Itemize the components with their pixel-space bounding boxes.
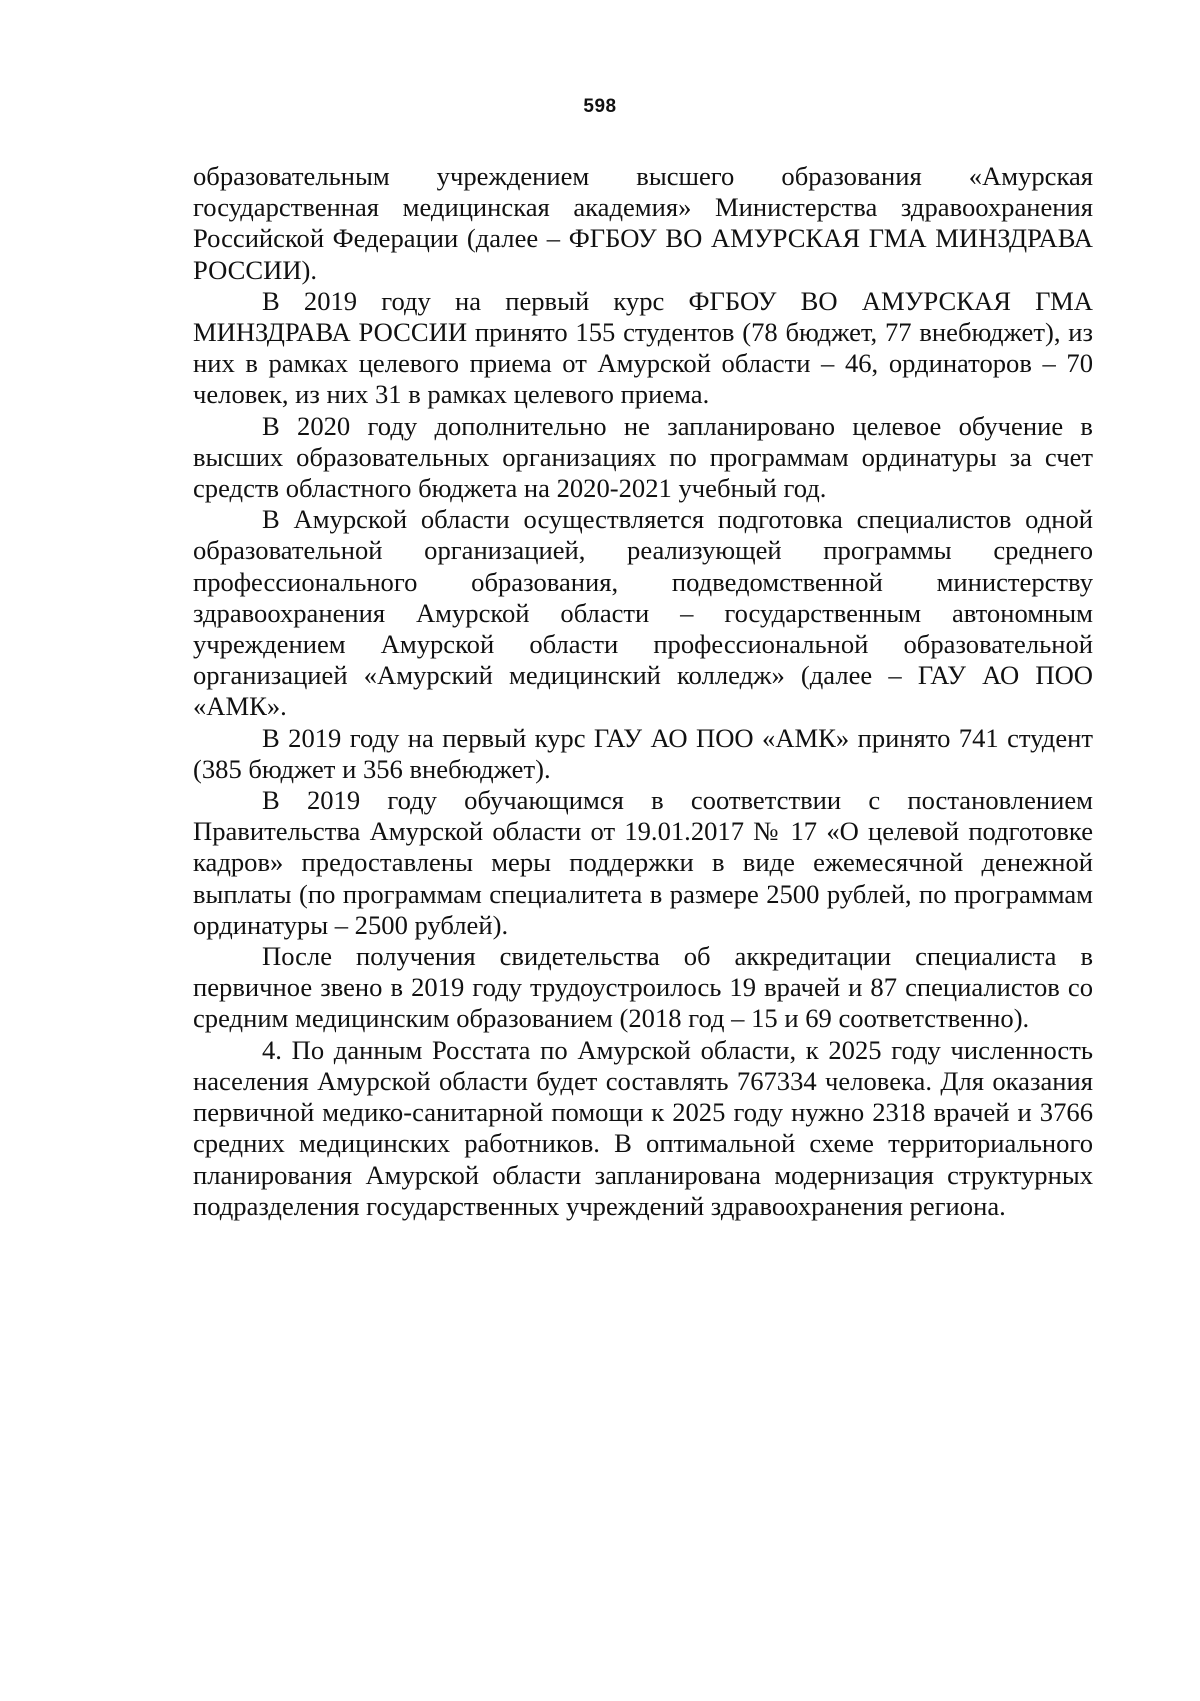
paragraph-support-measures: В 2019 году обучающимся в соответствии с постановлением Правительства Амурской области от 19.01.2017 № 17 «О целевой подготовке кадров» предоставлены меры поддержки в виде ежемесячной денежной выплаты (по программам специалитета в размере 2500 рублей, по программам ординатуры – 2500 рублей). bbox=[193, 785, 1093, 940]
page-number: 598 bbox=[583, 96, 617, 117]
paragraph-amur-gma-admission: В 2019 году на первый курс ФГБОУ ВО АМУРСКАЯ ГМА МИНЗДРАВА РОССИИ принято 155 студентов (78 бюджет, 77 внебюджет), из них в рамках целевого приема от Амурской области – 46, ординаторов – 70 человек, из них 31 в рамках целевого приема. bbox=[193, 285, 1093, 410]
paragraph-amk-admission: В 2019 году на первый курс ГАУ АО ПОО «АМК» принято 741 студент (385 бюджет и 356 внебюджет). bbox=[193, 722, 1093, 784]
document-body bbox=[193, 161, 1093, 1222]
paragraph-medical-college: В Амурской области осуществляется подготовка специалистов одной образовательной организацией, реализующей программы среднего профессионального образования, подведомственной министерству здравоохранения Амурской области – государственным автономным учреждением Амурской области профессиональной образовательной организацией «Амурский медицинский колледж» (далее – ГАУ АО ПОО «АМК». bbox=[193, 504, 1093, 722]
paragraph-residency-2020: В 2020 году дополнительно не запланировано целевое обучение в высших образовательных организациях по программам ординатуры за счет средств областного бюджета на 2020-2021 учебный год. bbox=[193, 410, 1093, 504]
paragraph-rosstat-forecast: 4. По данным Росстата по Амурской области, к 2025 году численность населения Амурской области будет составлять 767334 человека. Для оказания первичной медико-санитарной помощи к 2025 году нужно 2318 врачей и 3766 средних медицинских работников. В оптимальной схеме территориального планирования Амурской области запланирована модернизация структурных подразделения государственных учреждений здравоохранения региона. bbox=[193, 1034, 1093, 1221]
paragraph-employment: После получения свидетельства об аккредитации специалиста в первичное звено в 2019 году трудоустроилось 19 врачей и 87 специалистов со средним медицинским образованием (2018 год – 15 и 69 соответственно). bbox=[193, 941, 1093, 1034]
paragraph-continuation: образовательным учреждением высшего образования «Амурская государственная медицинская академия» Министерства здравоохранения Российской Федерации (далее – ФГБОУ ВО АМУРСКАЯ ГМА МИНЗДРАВА РОССИИ). bbox=[193, 161, 1093, 285]
